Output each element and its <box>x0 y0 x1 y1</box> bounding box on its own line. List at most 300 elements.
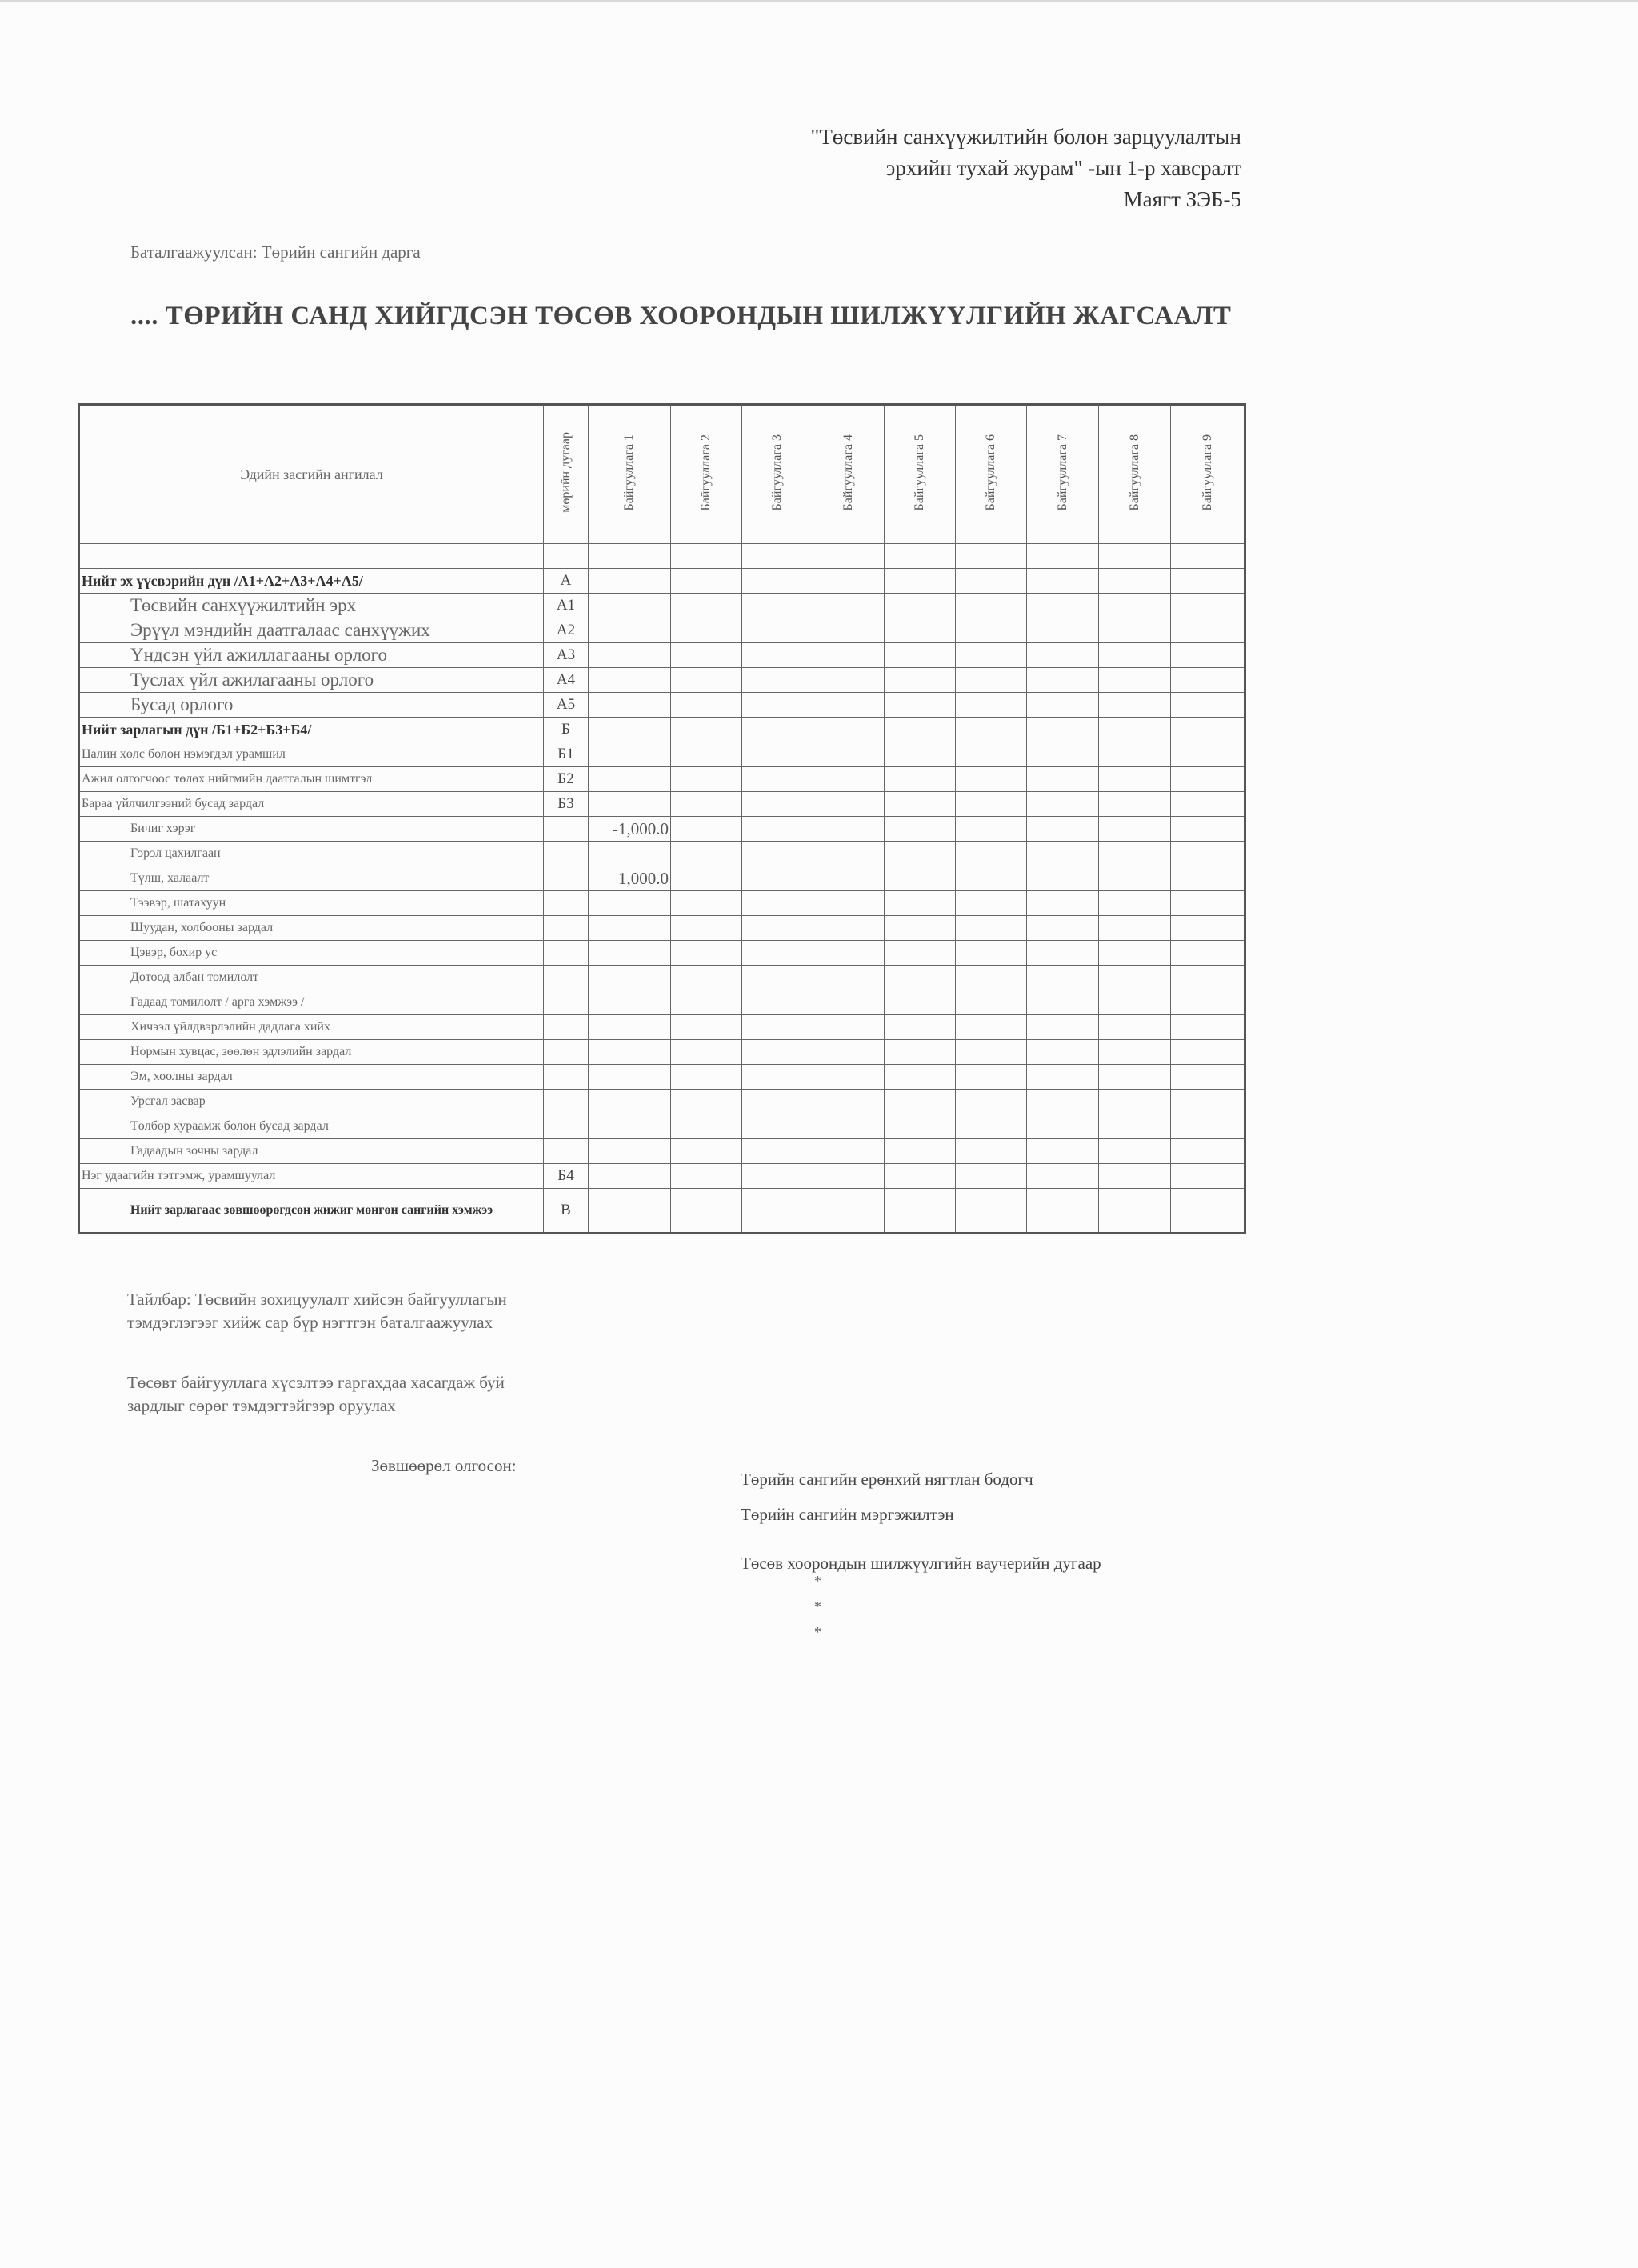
header-organization-label: Байгууллага 4 <box>841 434 855 511</box>
table-cell <box>544 544 589 569</box>
table-row <box>79 668 1245 693</box>
value-cell <box>956 966 1027 990</box>
regulation-reference <box>810 122 1241 215</box>
value-cell <box>1027 718 1099 742</box>
value-cell <box>671 742 742 767</box>
value-cell <box>885 792 956 817</box>
value-cell <box>1099 1040 1171 1065</box>
value-cell <box>885 1065 956 1090</box>
value-cell <box>885 767 956 792</box>
header-organization-label: Байгууллага 7 <box>1055 434 1069 511</box>
value-cell <box>589 569 671 594</box>
value-cell <box>885 1114 956 1139</box>
table-row <box>79 569 1245 594</box>
value-cell <box>956 1114 1027 1139</box>
value-cell <box>742 916 813 941</box>
value-cell <box>1027 1114 1099 1139</box>
value-cell <box>742 792 813 817</box>
value-cell <box>956 941 1027 966</box>
value-cell <box>671 1015 742 1040</box>
value-cell <box>671 891 742 916</box>
value-cell <box>813 742 885 767</box>
value-cell <box>813 1015 885 1040</box>
value-cell <box>813 966 885 990</box>
value-cell <box>671 1139 742 1164</box>
value-cell <box>885 594 956 618</box>
table-cell <box>885 544 956 569</box>
value-cell <box>813 594 885 618</box>
note-text: Төсөвт байгууллага хүсэлтээ гаргахдаа хасагдаж буй зардлыг сөрөг тэмдэгтэйгээр оруулах <box>127 1373 505 1415</box>
row-code <box>544 866 589 891</box>
table-cell <box>1099 544 1171 569</box>
header-organization <box>742 405 813 544</box>
value-cell <box>956 1065 1027 1090</box>
table-cell <box>79 544 544 569</box>
value-cell <box>1099 817 1171 842</box>
value-cell <box>742 1139 813 1164</box>
value-cell <box>589 1114 671 1139</box>
value-cell <box>671 618 742 643</box>
table-row <box>79 941 1245 966</box>
row-label: Бичиг хэрэг <box>79 817 544 842</box>
value-cell <box>956 718 1027 742</box>
table-cell <box>1171 544 1245 569</box>
value-cell <box>671 594 742 618</box>
value-cell <box>742 990 813 1015</box>
row-code: Б2 <box>544 767 589 792</box>
value-cell <box>1099 1164 1171 1189</box>
row-code: Б1 <box>544 742 589 767</box>
table-row <box>79 1189 1245 1234</box>
value-cell <box>813 718 885 742</box>
row-label: Нийт эх үүсвэрийн дүн /А1+А2+А3+А4+А5/ <box>79 569 544 594</box>
row-label: Нийт зарлагын дүн /Б1+Б2+Б3+Б4/ <box>79 718 544 742</box>
value-cell <box>1027 767 1099 792</box>
table-cell <box>813 544 885 569</box>
approved-by-label: Баталгаажуулсан: Төрийн сангийн дарга <box>130 242 421 262</box>
value-cell <box>1099 1114 1171 1139</box>
row-code <box>544 1114 589 1139</box>
value-cell <box>1099 767 1171 792</box>
row-code: Б3 <box>544 792 589 817</box>
table-row <box>79 866 1245 891</box>
header-organization-label: Байгууллага 5 <box>913 434 926 511</box>
table-row <box>79 1114 1245 1139</box>
value-cell <box>1027 1065 1099 1090</box>
value-cell <box>671 1164 742 1189</box>
value-cell <box>742 941 813 966</box>
row-label: Дотоод албан томилолт <box>79 966 544 990</box>
row-code: А <box>544 569 589 594</box>
row-code: Б4 <box>544 1164 589 1189</box>
value-cell <box>885 1015 956 1040</box>
value-cell <box>956 693 1027 718</box>
value-cell <box>1171 941 1245 966</box>
value-cell <box>956 569 1027 594</box>
value-cell <box>1027 966 1099 990</box>
value-cell <box>1027 569 1099 594</box>
transfer-table <box>78 403 1246 1234</box>
header-row-number <box>544 405 589 544</box>
value-cell <box>1171 866 1245 891</box>
value-cell <box>885 569 956 594</box>
value-cell <box>742 618 813 643</box>
value-cell <box>1171 966 1245 990</box>
value-cell <box>1171 693 1245 718</box>
value-cell <box>742 817 813 842</box>
row-label: Төсвийн санхүүжилтийн эрх <box>79 594 544 618</box>
row-code <box>544 1090 589 1114</box>
value-cell <box>742 1189 813 1234</box>
value-cell <box>885 1090 956 1114</box>
value-cell <box>589 1040 671 1065</box>
value-cell <box>885 693 956 718</box>
row-code <box>544 891 589 916</box>
value-cell <box>742 891 813 916</box>
value-cell <box>1099 941 1171 966</box>
header-organization <box>1099 405 1171 544</box>
value-cell <box>671 866 742 891</box>
value-cell <box>1027 693 1099 718</box>
value-cell <box>671 718 742 742</box>
value-cell <box>885 891 956 916</box>
value-cell <box>1171 792 1245 817</box>
header-organization-label: Байгууллага 2 <box>699 434 713 511</box>
header-organization-label: Байгууллага 8 <box>1127 434 1141 511</box>
value-cell <box>1027 1015 1099 1040</box>
value-cell <box>589 842 671 866</box>
value-cell <box>671 1114 742 1139</box>
value-cell <box>742 643 813 668</box>
value-cell <box>1171 1065 1245 1090</box>
row-code: А3 <box>544 643 589 668</box>
value-cell <box>885 941 956 966</box>
row-code: А4 <box>544 668 589 693</box>
value-cell <box>813 1189 885 1234</box>
value-cell <box>1099 1015 1171 1040</box>
value-cell <box>589 767 671 792</box>
row-code <box>544 1139 589 1164</box>
row-code: В <box>544 1189 589 1234</box>
value-cell <box>742 1065 813 1090</box>
value-cell <box>671 1189 742 1234</box>
value-cell <box>1171 817 1245 842</box>
header-organization <box>1027 405 1099 544</box>
value-cell <box>1171 767 1245 792</box>
value-cell <box>813 1139 885 1164</box>
document-title: .... ТӨРИЙН САНД ХИЙГДСЭН ТӨСӨВ ХООРОНДЫН ШИЛЖҮҮЛГИЙН ЖАГСААЛТ <box>130 302 1232 330</box>
value-cell <box>885 990 956 1015</box>
value-cell <box>589 891 671 916</box>
table-row <box>79 966 1245 990</box>
table-row <box>79 817 1245 842</box>
value-cell <box>956 1139 1027 1164</box>
value-cell <box>671 916 742 941</box>
value-cell <box>956 990 1027 1015</box>
value-cell <box>589 668 671 693</box>
value-cell <box>813 1040 885 1065</box>
row-label: Бараа үйлчилгээний бусад зардал <box>79 792 544 817</box>
header-organization <box>885 405 956 544</box>
table-row <box>79 618 1245 643</box>
value-cell <box>813 817 885 842</box>
value-cell <box>956 817 1027 842</box>
value-cell <box>742 1040 813 1065</box>
table-cell <box>1027 544 1099 569</box>
row-label: Гадаадын зочны зардал <box>79 1139 544 1164</box>
value-cell <box>885 643 956 668</box>
scan-top-edge <box>0 0 1638 2</box>
value-cell <box>589 718 671 742</box>
value-cell <box>742 1015 813 1040</box>
value-cell <box>1171 916 1245 941</box>
value-cell <box>671 817 742 842</box>
value-cell <box>1099 643 1171 668</box>
value-cell <box>742 966 813 990</box>
value-cell <box>742 767 813 792</box>
value-cell <box>813 891 885 916</box>
row-code <box>544 1065 589 1090</box>
value-cell <box>1027 1139 1099 1164</box>
value-cell <box>885 1139 956 1164</box>
value-cell <box>1027 594 1099 618</box>
value-cell <box>1171 643 1245 668</box>
table-row <box>79 718 1245 742</box>
value-cell <box>589 792 671 817</box>
value-cell <box>885 668 956 693</box>
value-cell <box>956 668 1027 693</box>
value-cell <box>813 668 885 693</box>
value-cell <box>1099 916 1171 941</box>
header-organization <box>956 405 1027 544</box>
value-cell <box>956 594 1027 618</box>
value-cell <box>742 718 813 742</box>
value-cell <box>813 618 885 643</box>
voucher-bullet: * <box>814 1598 821 1614</box>
value-cell <box>589 1065 671 1090</box>
value-cell <box>589 966 671 990</box>
value-cell <box>671 941 742 966</box>
value-cell <box>589 1139 671 1164</box>
value-cell <box>1171 569 1245 594</box>
value-cell <box>956 767 1027 792</box>
table-row <box>79 643 1245 668</box>
value-cell <box>1027 1090 1099 1114</box>
row-label: Гадаад томилолт / арга хэмжээ / <box>79 990 544 1015</box>
row-code: А1 <box>544 594 589 618</box>
header-organization-label: Байгууллага 9 <box>1200 434 1214 511</box>
value-cell <box>813 866 885 891</box>
row-code: Б <box>544 718 589 742</box>
value-cell <box>813 767 885 792</box>
value-cell <box>956 792 1027 817</box>
table-cell <box>589 544 671 569</box>
value-cell <box>1099 742 1171 767</box>
row-label: Урсгал засвар <box>79 1090 544 1114</box>
value-cell <box>1171 618 1245 643</box>
value-cell <box>589 693 671 718</box>
header-organization <box>1171 405 1245 544</box>
value-cell <box>1027 1164 1099 1189</box>
value-cell <box>589 916 671 941</box>
value-cell <box>813 842 885 866</box>
value-cell <box>671 693 742 718</box>
value-cell <box>1099 668 1171 693</box>
header-organization <box>589 405 671 544</box>
value-cell <box>813 569 885 594</box>
row-label: Үндсэн үйл ажиллагааны орлого <box>79 643 544 668</box>
value-cell <box>1171 1015 1245 1040</box>
value-cell <box>885 916 956 941</box>
value-cell <box>671 1090 742 1114</box>
value-cell <box>742 1114 813 1139</box>
table-row <box>79 916 1245 941</box>
header-category: Эдийн засгийн ангилал <box>79 405 544 544</box>
value-cell <box>1171 1090 1245 1114</box>
value-cell <box>1171 842 1245 866</box>
value-cell: 1,000.0 <box>589 866 671 891</box>
value-cell <box>956 742 1027 767</box>
table-cell <box>956 544 1027 569</box>
value-cell <box>885 1164 956 1189</box>
table-row <box>79 742 1245 767</box>
row-label: Туслах үйл ажилагааны орлого <box>79 668 544 693</box>
value-cell <box>742 866 813 891</box>
table-row <box>79 1090 1245 1114</box>
value-cell <box>1171 594 1245 618</box>
table-row <box>79 842 1245 866</box>
value-cell <box>1027 643 1099 668</box>
row-label: Тээвэр, шатахуун <box>79 891 544 916</box>
value-cell <box>742 1164 813 1189</box>
value-cell <box>1171 1040 1245 1065</box>
value-cell <box>956 1090 1027 1114</box>
value-cell <box>1099 842 1171 866</box>
value-cell <box>813 990 885 1015</box>
value-cell <box>1099 1090 1171 1114</box>
row-label: Ажил олгогчоос төлөх нийгмийн даатгалын шимтгэл <box>79 767 544 792</box>
value-cell <box>1171 1139 1245 1164</box>
table-row <box>79 693 1245 718</box>
value-cell <box>589 1164 671 1189</box>
header-organization-label: Байгууллага 6 <box>984 434 997 511</box>
value-cell <box>813 1114 885 1139</box>
table-row <box>79 1040 1245 1065</box>
row-code: А2 <box>544 618 589 643</box>
value-cell <box>1171 891 1245 916</box>
row-label: Шуудан, холбооны зардал <box>79 916 544 941</box>
value-cell <box>885 618 956 643</box>
value-cell <box>1027 916 1099 941</box>
value-cell <box>1171 1114 1245 1139</box>
note-text: Тайлбар: Төсвийн зохицуулалт хийсэн байгууллагын тэмдэглэгээг хийж сар бүр нэгтгэн баталгаажуулах <box>127 1290 507 1332</box>
value-cell <box>671 990 742 1015</box>
row-label: Нийт зарлагаас зөвшөөрөгдсөн жижиг мөнгөн сангийн хэмжээ <box>79 1189 544 1234</box>
row-label: Цалин хөлс болон нэмэгдэл урамшил <box>79 742 544 767</box>
value-cell <box>956 618 1027 643</box>
table-row <box>79 594 1245 618</box>
voucher-bullet: * <box>814 1624 821 1640</box>
table-row <box>79 1139 1245 1164</box>
signature-specialist: Төрийн сангийн мэргэжилтэн <box>741 1505 954 1524</box>
value-cell <box>885 966 956 990</box>
value-cell <box>1027 891 1099 916</box>
value-cell <box>589 1015 671 1040</box>
value-cell <box>1099 718 1171 742</box>
reference-line: эрхийн тухай журам" -ын 1-р хавсралт <box>885 156 1241 180</box>
value-cell <box>813 693 885 718</box>
value-cell <box>1171 668 1245 693</box>
value-cell <box>1099 594 1171 618</box>
table-row <box>79 990 1245 1015</box>
value-cell <box>956 891 1027 916</box>
value-cell <box>1099 1139 1171 1164</box>
value-cell <box>956 1015 1027 1040</box>
value-cell <box>1171 990 1245 1015</box>
value-cell <box>885 742 956 767</box>
value-cell <box>589 742 671 767</box>
value-cell <box>1027 941 1099 966</box>
value-cell <box>1099 891 1171 916</box>
value-cell <box>813 1164 885 1189</box>
value-cell <box>671 1065 742 1090</box>
header-row-number-label: мөрийн дугаар <box>558 432 573 513</box>
value-cell <box>1027 792 1099 817</box>
value-cell: -1,000.0 <box>589 817 671 842</box>
row-label: Нормын хувцас, зөөлөн эдлэлийн зардал <box>79 1040 544 1065</box>
value-cell <box>589 643 671 668</box>
value-cell <box>589 1090 671 1114</box>
value-cell <box>742 594 813 618</box>
value-cell <box>956 643 1027 668</box>
signature-chief-accountant: Төрийн сангийн ерөнхий нягтлан бодогч <box>741 1470 1033 1489</box>
value-cell <box>1099 693 1171 718</box>
value-cell <box>1027 668 1099 693</box>
value-cell <box>1027 742 1099 767</box>
row-label: Түлш, халаалт <box>79 866 544 891</box>
table-row <box>79 1065 1245 1090</box>
table-row <box>79 792 1245 817</box>
value-cell <box>671 1040 742 1065</box>
value-cell <box>742 569 813 594</box>
header-organization-label: Байгууллага 3 <box>770 434 784 511</box>
value-cell <box>885 718 956 742</box>
value-cell <box>885 1189 956 1234</box>
value-cell <box>1099 990 1171 1015</box>
value-cell <box>1027 1189 1099 1234</box>
row-label: Нэг удаагийн тэтгэмж, урамшуулал <box>79 1164 544 1189</box>
value-cell <box>671 842 742 866</box>
voucher-bullet: * <box>814 1573 821 1589</box>
row-code <box>544 1015 589 1040</box>
value-cell <box>1027 990 1099 1015</box>
value-cell <box>813 643 885 668</box>
header-organization <box>813 405 885 544</box>
row-code <box>544 941 589 966</box>
value-cell <box>742 742 813 767</box>
table-spacer-row <box>79 544 1245 569</box>
value-cell <box>813 792 885 817</box>
row-label: Эрүүл мэндийн даатгалаас санхүүжих <box>79 618 544 643</box>
row-code <box>544 842 589 866</box>
value-cell <box>742 668 813 693</box>
row-code: А5 <box>544 693 589 718</box>
row-code <box>544 916 589 941</box>
row-label: Гэрэл цахилгаан <box>79 842 544 866</box>
value-cell <box>742 693 813 718</box>
value-cell <box>589 1189 671 1234</box>
value-cell <box>956 842 1027 866</box>
